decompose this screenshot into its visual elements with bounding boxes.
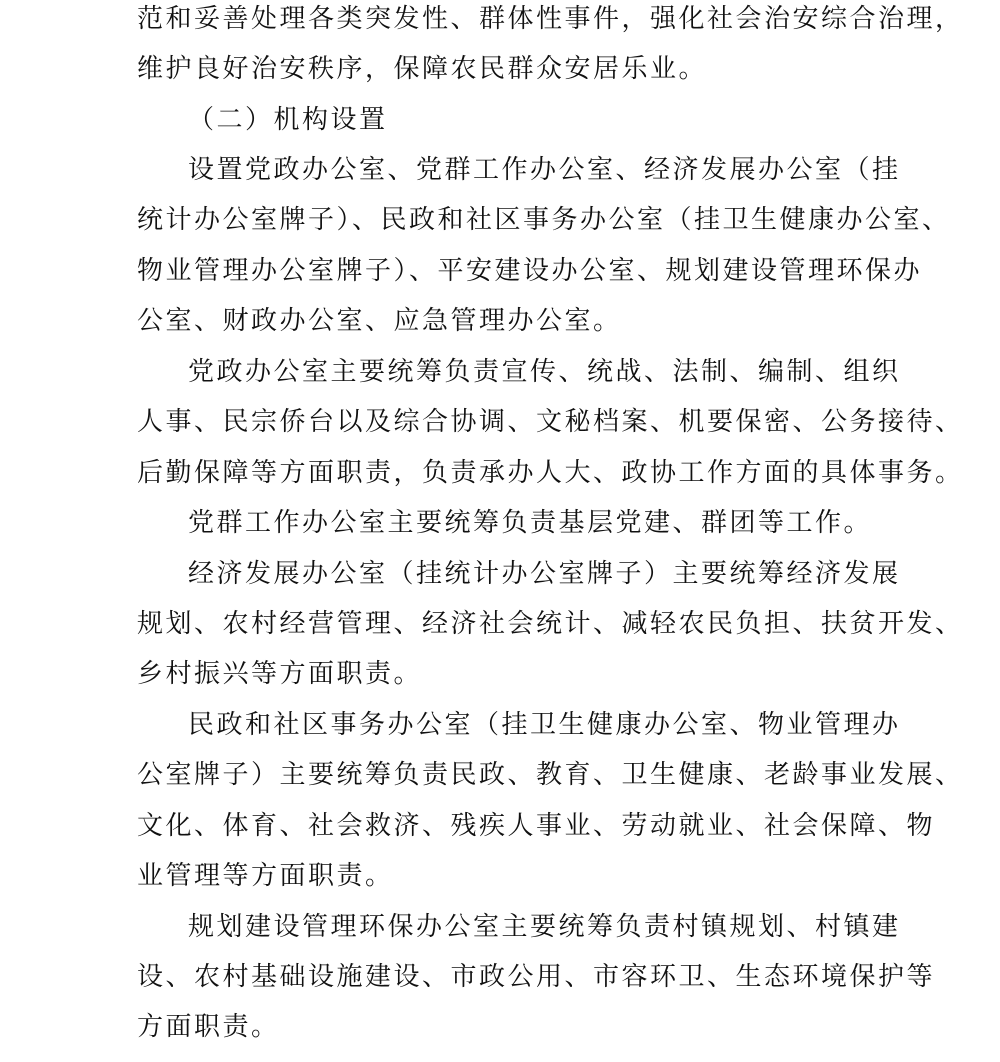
line-text: 公室、财政办公室、应急管理办公室。 bbox=[137, 306, 622, 336]
text-line bbox=[0, 508, 1000, 558]
text-line bbox=[0, 357, 1000, 407]
line-text: 民政和社区事务办公室（挂卫生健康办公室、物业管理办 bbox=[188, 710, 901, 740]
line-text: 统计办公室牌子）、民政和社区事务办公室（挂卫生健康办公室、 bbox=[137, 205, 951, 235]
line-text: 设、农村基础设施建设、市政公用、市容环卫、生态环境保护等 bbox=[137, 962, 936, 992]
line-text: 范和妥善处理各类突发性、群体性事件，强化社会治安综合治理， bbox=[137, 4, 964, 34]
text-line bbox=[0, 256, 1000, 306]
line-text: 业管理等方面职责。 bbox=[137, 861, 394, 891]
text-line bbox=[0, 306, 1000, 356]
text-line bbox=[0, 609, 1000, 659]
text-line bbox=[0, 4, 1000, 54]
text-line bbox=[0, 659, 1000, 709]
text-line bbox=[0, 760, 1000, 810]
line-text: 公室牌子）主要统筹负责民政、教育、卫生健康、老龄事业发展、 bbox=[137, 760, 964, 790]
line-text: 规划、农村经营管理、经济社会统计、减轻农民负担、扶贫开发、 bbox=[137, 609, 964, 639]
text-line bbox=[0, 811, 1000, 861]
section-heading bbox=[0, 105, 1000, 155]
text-line bbox=[0, 205, 1000, 255]
line-text: 设置党政办公室、党群工作办公室、经济发展办公室（挂 bbox=[188, 155, 901, 185]
line-text: 维护良好治安秩序，保障农民群众安居乐业。 bbox=[137, 54, 708, 84]
line-text: 文化、体育、社会救济、残疾人事业、劳动就业、社会保障、物 bbox=[137, 811, 936, 841]
line-text: 方面职责。 bbox=[137, 1012, 280, 1042]
text-line bbox=[0, 407, 1000, 457]
line-text: 物业管理办公室牌子）、平安建设办公室、规划建设管理环保办 bbox=[137, 256, 923, 286]
text-line bbox=[0, 559, 1000, 609]
text-line bbox=[0, 912, 1000, 962]
text-line bbox=[0, 962, 1000, 1012]
line-text: 乡村振兴等方面职责。 bbox=[137, 659, 423, 689]
line-text: 后勤保障等方面职责，负责承办人大、政协工作方面的具体事务。 bbox=[137, 458, 964, 488]
text-line bbox=[0, 710, 1000, 760]
text-line bbox=[0, 861, 1000, 911]
line-text: 规划建设管理环保办公室主要统筹负责村镇规划、村镇建 bbox=[188, 912, 901, 942]
text-line bbox=[0, 54, 1000, 104]
text-line bbox=[0, 1012, 1000, 1062]
line-text: 经济发展办公室（挂统计办公室牌子）主要统筹经济发展 bbox=[188, 559, 901, 589]
section-heading-text: （二）机构设置 bbox=[188, 105, 388, 135]
text-line bbox=[0, 155, 1000, 205]
line-text: 党政办公室主要统筹负责宣传、统战、法制、编制、组织 bbox=[188, 357, 901, 387]
line-text: 人事、民宗侨台以及综合协调、文秘档案、机要保密、公务接待、 bbox=[137, 407, 964, 437]
text-line bbox=[0, 458, 1000, 508]
line-text: 党群工作办公室主要统筹负责基层党建、群团等工作。 bbox=[188, 508, 873, 538]
